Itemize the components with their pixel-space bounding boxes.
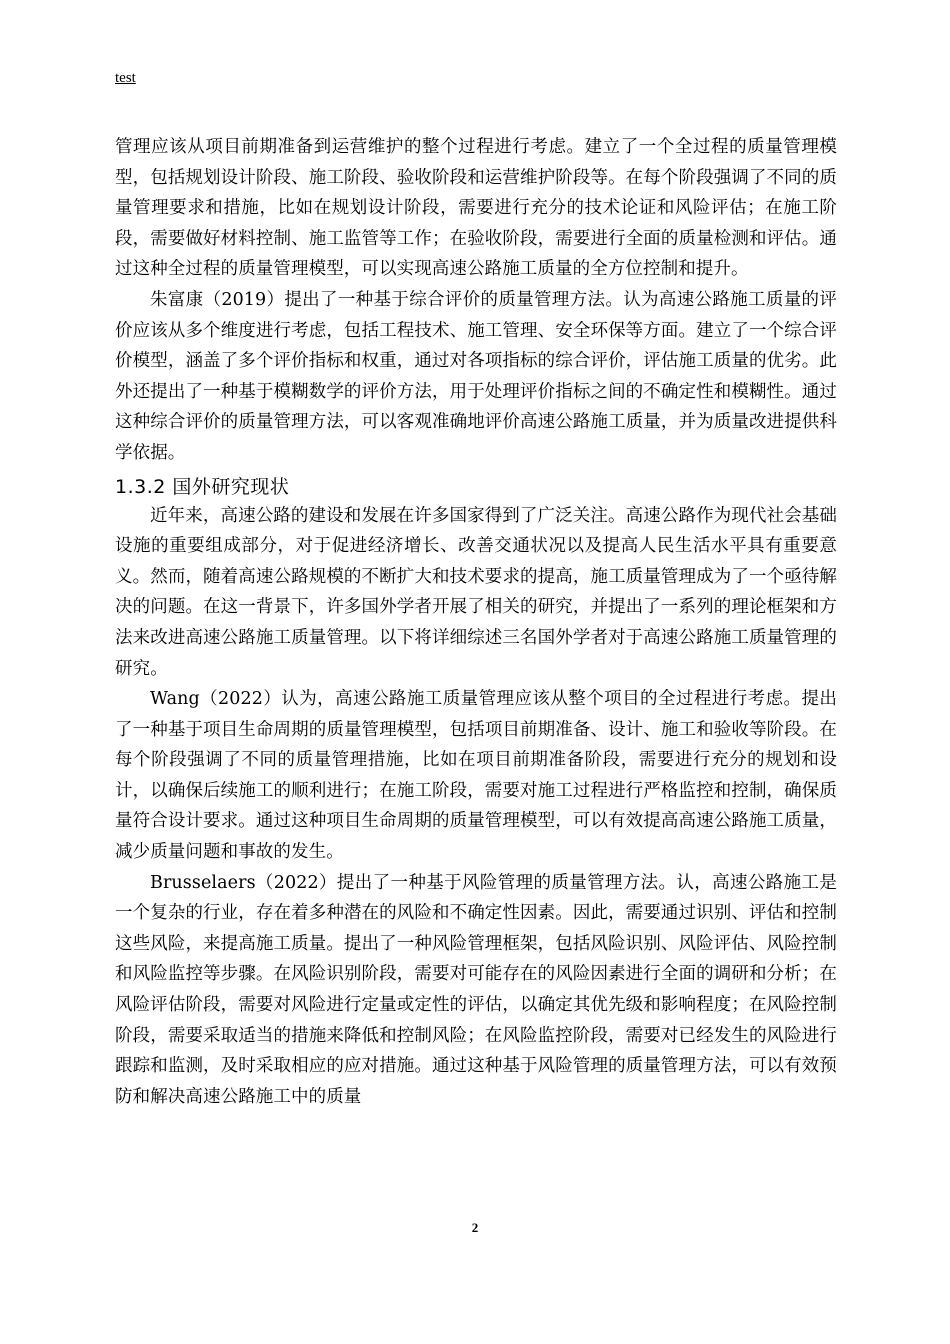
body-text: [115, 132, 837, 1112]
paragraph-brusselaers: Brusselaers（2022）提出了一种基于风险管理的质量管理方法。认，高速公路施工是一个复杂的行业，存在着多种潜在的风险和不确定性因素。因此，需要通过识别、评估和控制这些风险，来提高施工质量。提出了一种风险管理框架，包括风险识别、风险评估、风险控制和风险监控等步骤。在风险识别阶段，需要对可能存在的风险因素进行全面的调研和分析；在风险评估阶段，需要对风险进行定量或定性的评估，以确定其优先级和影响程度；在风险控制阶段，需要采取适当的措施来降低和控制风险；在风险监控阶段，需要对已经发生的风险进行跟踪和监测，及时采取相应的应对措施。通过这种基于风险管理的质量管理方法，可以有效预防和解决高速公路施工中的质量: [115, 872, 837, 1107]
section-heading: 1.3.2 国外研究现状: [115, 475, 290, 498]
paragraph-continued: 管理应该从项目前期准备到运营维护的整个过程进行考虑。建立了一个全过程的质量管理模型，包括规划设计阶段、施工阶段、验收阶段和运营维护阶段等。在每个阶段强调了不同的质量管理要求和措施，比如在规划设计阶段，需要进行充分的技术论证和风险评估；在施工阶段，需要做好材料控制、施工监管等工作；在验收阶段，需要进行全面的质量检测和评估。通过这种全过程的质量管理模型，可以实现高速公路施工质量的全方位控制和提升。: [115, 137, 837, 280]
paragraph-zhu-fukang: 朱富康（2019）提出了一种基于综合评价的质量管理方法。认为高速公路施工质量的评价应该从多个维度进行考虑，包括工程技术、施工管理、安全环保等方面。建立了一个综合评价模型，涵盖了多个评价指标和权重，通过对各项指标的综合评价，评估施工质量的优劣。此外还提出了一种基于模糊数学的评价方法，用于处理评价指标之间的不确定性和模糊性。通过这种综合评价的质量管理方法，可以客观准确地评价高速公路施工质量，并为质量改进提供科学依据。: [115, 289, 837, 463]
page-number: 2: [471, 1220, 479, 1235]
page-header: test: [115, 70, 136, 86]
paragraph-wang: Wang（2022）认为，高速公路施工质量管理应该从整个项目的全过程进行考虑。提出了一种基于项目生命周期的质量管理模型，包括项目前期准备、设计、施工和验收等阶段。在每个阶段强调了不同的质量管理措施，比如在项目前期准备阶段，需要进行充分的规划和设计，以确保后续施工的顺利进行；在施工阶段，需要对施工过程进行严格监控和控制，确保质量符合设计要求。通过这种项目生命周期的质量管理模型，可以有效提高高速公路施工质量，减少质量问题和事故的发生。: [115, 689, 837, 863]
paragraph-intro: 近年来，高速公路的建设和发展在许多国家得到了广泛关注。高速公路作为现代社会基础设施的重要组成部分，对于促进经济增长、改善交通状况以及提高人民生活水平具有重要意义。然而，随着高速公路规模的不断扩大和技术要求的提高，施工质量管理成为了一个亟待解决的问题。在这一背景下，许多国外学者开展了相关的研究，并提出了一系列的理论框架和方法来改进高速公路施工质量管理。以下将详细综述三名国外学者对于高速公路施工质量管理的研究。: [115, 505, 837, 679]
